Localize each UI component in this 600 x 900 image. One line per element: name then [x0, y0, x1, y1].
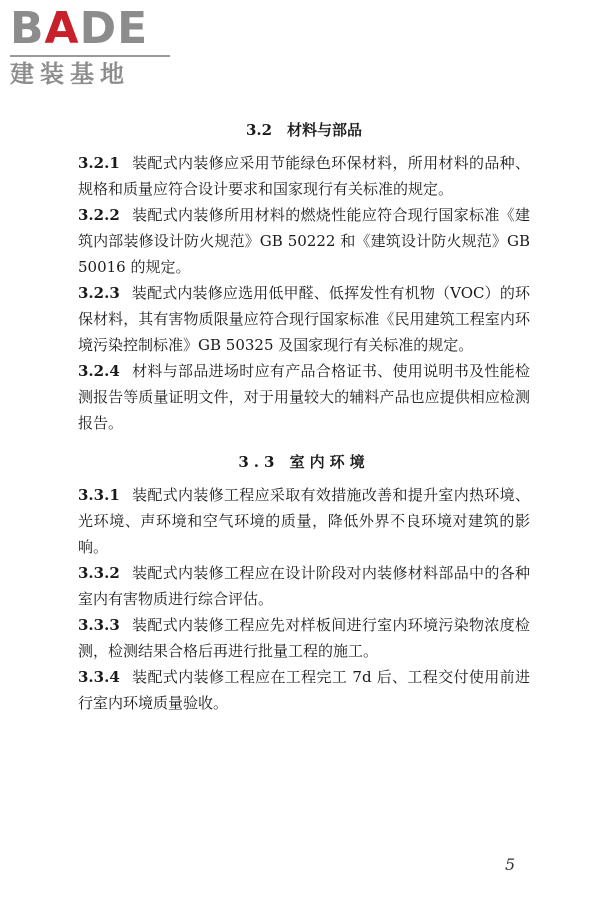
section-heading-3-3: 3.3 室内环境: [238, 453, 370, 471]
clause-3-3-4: 3.3.4 装配式内装修工程应在工程完工 7d 后、工程交付使用前进行室内环境质量验收。: [78, 668, 530, 712]
clause-3-2-4: 3.2.4 材料与部品进场时应有产品合格证书、使用说明书及性能检测报告等质量证明文件，对于用量较大的辅料产品也应提供相应检测报告。: [78, 362, 530, 432]
clause-3-3-3: 3.3.3 装配式内装修工程应先对样板间进行室内环境污染物浓度检测，检测结果合格后再进行批量工程的施工。: [78, 616, 530, 660]
clause-3-3-2: 3.3.2 装配式内装修工程应在设计阶段对内装修材料部品中的各种室内有害物质进行综合评估。: [78, 564, 530, 608]
page-number: 5: [505, 855, 516, 874]
brand-logo: [10, 4, 180, 88]
clause-3-3-1: 3.3.1 装配式内装修工程应采取有效措施改善和提升室内热环境、光环境、声环境和空气环境的质量，降低外界不良环境对建筑的影响。: [78, 486, 530, 556]
document-body: [78, 116, 530, 716]
section-heading-3-2: 3.2 材料与部品: [245, 121, 363, 139]
logo-wordmark: BADE: [10, 3, 149, 54]
logo-accent-letter: A: [44, 3, 80, 54]
clause-3-2-1: 3.2.1 装配式内装修应采用节能绿色环保材料，所用材料的品种、规格和质量应符合设计要求和国家现行有关标准的规定。: [78, 154, 530, 198]
logo-divider: [10, 55, 170, 57]
logo-subtitle: 建装基地: [10, 60, 130, 88]
clause-3-2-3: 3.2.3 装配式内装修应选用低甲醛、低挥发性有机物（VOC）的环保材料，其有害物质限量应符合现行国家标准《民用建筑工程室内环境污染控制标准》GB 50325 及国家现行有关标准的规定。: [78, 284, 530, 354]
clause-3-2-2: 3.2.2 装配式内装修所用材料的燃烧性能应符合现行国家标准《建筑内部装修设计防火规范》GB 50222 和《建筑设计防火规范》GB 50016 的规定。: [78, 206, 530, 276]
